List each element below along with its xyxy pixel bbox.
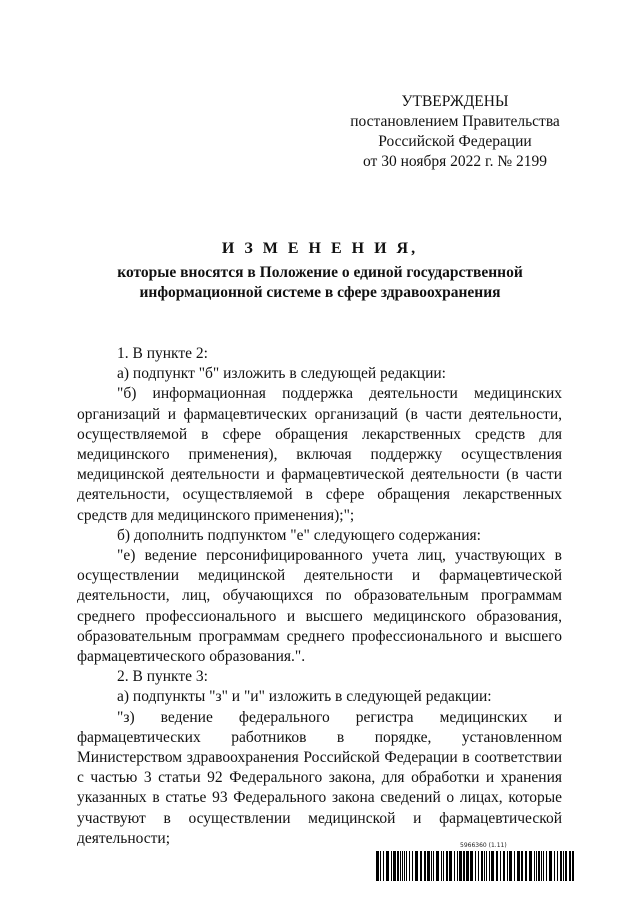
barcode-bar xyxy=(424,851,426,881)
paragraph: "е) ведение персонифицированного учета лиц, участвующих в осуществлении медицинской деятельности и фармацевтической деятельности, лиц, обучающихся по образовательным программам среднего профессионального и высшего медицинского образования, образовательным программам среднего профессионального и высшего фармацевтического образования.". xyxy=(77,547,562,666)
document-title: И З М Е Н Е Н И Я, xyxy=(221,240,419,257)
barcode-bar xyxy=(541,851,542,881)
approval-line-2: Российской Федерации xyxy=(378,133,532,150)
barcode-bar xyxy=(529,851,532,881)
barcode-icon xyxy=(376,851,576,881)
barcode-bar xyxy=(486,851,487,881)
paragraph: "з) ведение федерального регистра медицинских и фармацевтических работников в порядке, установленном Министерством здравоохранения Российской Федерации в соответствии с частью 3 статьи 92 Федерального закона, для обработки и хранения указанных в статье 93 Федерального закона сведений о лицах, которые участвуют в осуществлении медицинской и фармацевтической деятельности; xyxy=(77,708,562,847)
approval-heading: УТВЕРЖДЕНЫ xyxy=(401,93,509,110)
document-subtitle: которые вносятся в Положение о единой государственной информационной системе в сфере здравоохранения xyxy=(117,264,523,301)
barcode-bar xyxy=(393,851,396,881)
barcode-bar xyxy=(415,851,418,881)
barcode-bar xyxy=(420,851,422,881)
barcode-bar xyxy=(459,851,462,881)
barcode-bar xyxy=(503,851,505,881)
barcode-bar xyxy=(409,851,410,881)
barcode-bar xyxy=(433,851,434,881)
barcode-bar xyxy=(383,851,384,881)
barcode-bar xyxy=(563,851,564,881)
barcode-bar xyxy=(475,851,476,881)
paragraph: а) подпункты "з" и "и" изложить в следующей редакции: xyxy=(117,688,492,706)
barcode-bar xyxy=(436,851,439,881)
approval-line-3: от 30 ноября 2022 г. № 2199 xyxy=(363,153,547,170)
barcode-bar xyxy=(391,851,392,881)
barcode-bar xyxy=(466,851,469,881)
barcode-bar xyxy=(481,851,483,881)
approval-stamp xyxy=(330,92,580,172)
barcode-bar xyxy=(454,851,455,881)
barcode-bar xyxy=(565,851,567,881)
barcode-bar xyxy=(525,851,527,881)
barcode-bar xyxy=(470,851,473,881)
barcode-bar xyxy=(478,851,479,881)
approval-line-1: постановлением Правительства xyxy=(350,113,560,130)
barcode-bar xyxy=(543,851,544,881)
barcode-bar xyxy=(386,851,389,881)
barcode-bar xyxy=(397,851,399,881)
barcode-bar xyxy=(557,851,558,881)
barcode-bar xyxy=(441,851,442,881)
barcode-bar xyxy=(457,851,458,881)
document-body xyxy=(77,344,562,849)
barcode-bar xyxy=(443,851,444,881)
paragraph: 2. В пункте 3: xyxy=(117,668,208,686)
barcode-bar xyxy=(402,851,403,881)
barcode-bar xyxy=(431,851,432,881)
barcode-number: 5966360 (1.11) xyxy=(460,842,507,849)
barcode-bar xyxy=(500,851,501,881)
barcode-bar xyxy=(491,851,494,881)
barcode-bar xyxy=(400,851,401,881)
barcode-bar xyxy=(536,851,537,881)
barcode-bar xyxy=(427,851,430,881)
barcode-bar xyxy=(538,851,540,881)
barcode-bar xyxy=(380,851,381,881)
barcode-bar xyxy=(549,851,552,881)
barcode-bar xyxy=(404,851,405,881)
paragraph: 1. В пункте 2: xyxy=(117,345,208,362)
paragraph: "б) информационная поддержка деятельности медицинских организаций и фармацевтических организаций (в части деятельности, осуществляемой в сфере обращения лекарственных средств для медицинского применения), включая поддержку осуществления медицинской деятельности и фармацевтической деятельности (в части деятельности, осуществляемой в сфере обращения лекарственных средств для медицинского применения);"; xyxy=(77,385,562,524)
barcode-bar xyxy=(572,851,574,881)
barcode-bar xyxy=(412,851,413,881)
barcode-bar xyxy=(509,851,512,881)
barcode-bar xyxy=(534,851,535,881)
paragraph: б) дополнить подпунктом "е" следующего содержания: xyxy=(117,526,481,544)
barcode-bar xyxy=(569,851,571,881)
barcode-bar xyxy=(546,851,547,881)
barcode-bar xyxy=(463,851,465,881)
barcode-bar xyxy=(489,851,490,881)
barcode-bar xyxy=(514,851,515,881)
barcode-bar xyxy=(554,851,555,881)
barcode-bar xyxy=(376,851,379,881)
barcode-bar xyxy=(507,851,508,881)
barcode-bar xyxy=(521,851,523,881)
barcode-bar xyxy=(496,851,498,881)
paragraph: а) подпункт "б" изложить в следующей редакции: xyxy=(117,365,446,383)
barcode-bar xyxy=(517,851,520,881)
barcode-bar xyxy=(406,851,407,881)
barcode-bar xyxy=(446,851,448,881)
barcode xyxy=(376,842,576,882)
barcode-bar xyxy=(560,851,562,881)
barcode-bar xyxy=(484,851,485,881)
barcode-bar xyxy=(449,851,452,881)
